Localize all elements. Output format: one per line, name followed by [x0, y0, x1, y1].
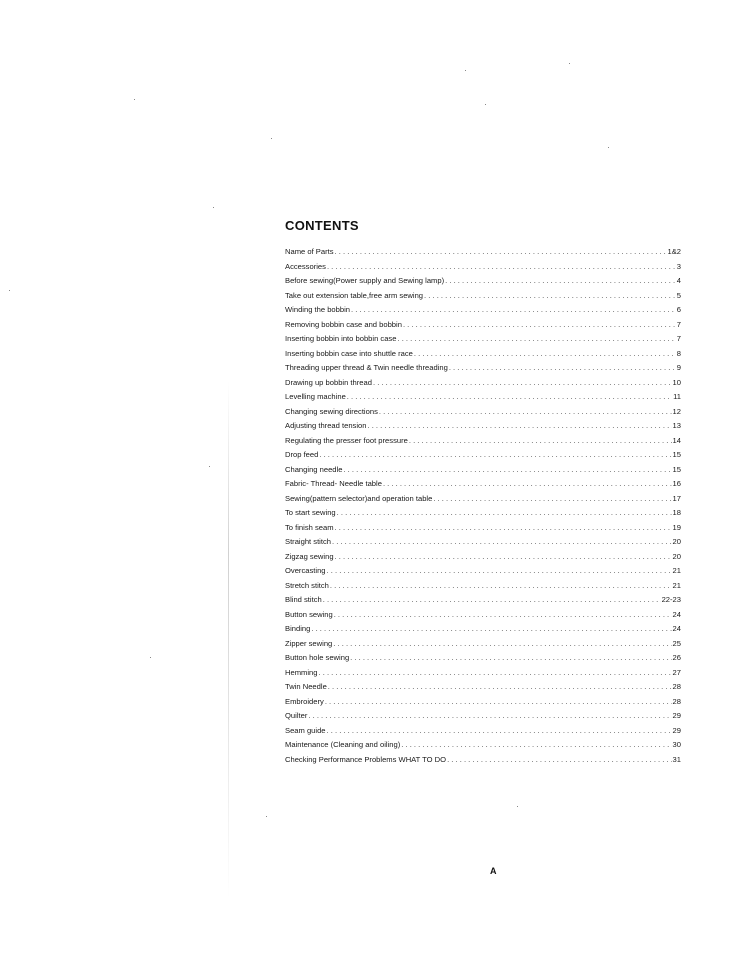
- toc-entry-page: 28: [672, 696, 681, 706]
- toc-entry-page: 20: [672, 551, 681, 561]
- toc-entry: [285, 637, 681, 652]
- toc-entry-page: 12: [672, 406, 681, 416]
- toc-entry-label: To finish seam: [285, 522, 334, 532]
- toc-entry: [285, 390, 681, 405]
- toc-entry-page: 5: [676, 290, 681, 300]
- toc-entry-page: 7: [676, 334, 681, 343]
- toc-entry: [285, 695, 681, 710]
- scan-edge-shadow: [228, 380, 229, 900]
- toc-entry-label: Winding the bobbin: [285, 305, 351, 314]
- toc-leader-dots: [337, 506, 672, 521]
- toc-entry-label: Overcasting: [285, 566, 326, 575]
- toc-entry: [285, 521, 681, 536]
- toc-entry-page: 17: [672, 493, 681, 503]
- toc-leader-dots: [308, 709, 671, 724]
- toc-leader-dots: [327, 260, 676, 275]
- toc-leader-dots: [319, 666, 672, 681]
- toc-entry: [285, 347, 681, 362]
- toc-entry: [285, 434, 681, 449]
- toc-entry: [285, 564, 681, 579]
- toc-entry-label: Quilter: [285, 711, 308, 720]
- toc-entry-page: 7: [676, 319, 681, 329]
- toc-entry-label: Button hole sewing: [285, 653, 350, 662]
- toc-leader-dots: [347, 390, 672, 405]
- toc-leader-dots: [449, 361, 676, 376]
- toc-leader-dots: [401, 738, 671, 753]
- toc-entry: [285, 535, 681, 550]
- toc-entry-label: Twin Needle: [285, 682, 327, 691]
- toc-leader-dots: [433, 492, 671, 507]
- toc-entry-page: 4: [676, 276, 681, 285]
- toc-entry: [285, 622, 681, 637]
- toc-entry: [285, 289, 681, 304]
- toc-leader-dots: [409, 434, 672, 449]
- toc-entry-label: Sewing(pattern selector)and operation table: [285, 493, 433, 503]
- toc-entry-page: 10: [672, 377, 681, 387]
- toc-entry-label: Stretch stitch: [285, 580, 329, 590]
- toc-entry: [285, 492, 681, 507]
- toc-leader-dots: [350, 651, 671, 666]
- toc-entry-label: Binding: [285, 624, 311, 633]
- toc-leader-dots: [332, 535, 672, 550]
- toc-entry-label: Zigzag sewing: [285, 551, 334, 561]
- toc-leader-dots: [379, 405, 672, 420]
- toc-entry-label: Name of Parts: [285, 247, 334, 256]
- toc-entry-page: 13: [672, 421, 681, 430]
- toc-entry-label: Drawing up bobbin thread: [285, 377, 372, 387]
- toc-leader-dots: [367, 419, 671, 434]
- toc-entry-label: Maintenance (Cleaning and oiling): [285, 740, 401, 749]
- toc-entry-label: Zipper sewing: [285, 638, 333, 648]
- toc-leader-dots: [328, 680, 672, 695]
- toc-entry-page: 14: [672, 435, 681, 445]
- toc-entry-label: Drop feed: [285, 450, 319, 459]
- toc-entry-page: 15: [672, 450, 681, 459]
- toc-leader-dots: [383, 477, 672, 492]
- toc-entry-label: Changing sewing directions: [285, 406, 378, 416]
- toc-entry: [285, 318, 681, 333]
- toc-entry-page: 21: [672, 566, 681, 575]
- toc-entry-page: 29: [672, 711, 681, 720]
- toc-entry-label: Embroidery: [285, 696, 324, 706]
- toc-entry: [285, 245, 681, 260]
- toc-entry-label: Accessories: [285, 261, 326, 271]
- toc-entry-page: 9: [676, 363, 681, 372]
- toc-entry-label: Adjusting thread tension: [285, 421, 367, 430]
- toc-entry-page: 15: [672, 464, 681, 474]
- toc-entry: [285, 477, 681, 492]
- toc-entry-label: Straight stitch: [285, 537, 332, 546]
- toc-entry: [285, 579, 681, 594]
- toc-leader-dots: [325, 695, 672, 710]
- table-of-contents: [285, 218, 681, 767]
- toc-entry-page: 24: [672, 609, 681, 619]
- toc-entry-label: Checking Performance Problems WHAT TO DO: [285, 754, 447, 764]
- toc-entry-page: 8: [676, 348, 681, 358]
- toc-leader-dots: [424, 289, 676, 304]
- toc-leader-dots: [311, 622, 671, 637]
- contents-title: CONTENTS: [285, 218, 359, 233]
- toc-entry-page: 24: [672, 624, 681, 633]
- toc-entry: [285, 376, 681, 391]
- toc-entry: [285, 448, 681, 463]
- toc-leader-dots: [335, 521, 672, 536]
- toc-entry-label: Levelling machine: [285, 392, 346, 401]
- toc-entry-label: Take out extension table,free arm sewing: [285, 290, 424, 300]
- toc-entry-page: 25: [672, 638, 681, 648]
- toc-entry-page: 16: [672, 479, 681, 488]
- toc-entry: [285, 651, 681, 666]
- toc-entry-label: Removing bobbin case and bobbin: [285, 319, 402, 329]
- toc-entry-page: 20: [672, 537, 681, 546]
- toc-entry-label: Changing needle: [285, 464, 343, 474]
- toc-leader-dots: [447, 753, 671, 768]
- toc-entry-page: 18: [672, 508, 681, 517]
- toc-leader-dots: [330, 579, 672, 594]
- toc-entry-label: Hemming: [285, 667, 318, 677]
- toc-entry: [285, 361, 681, 376]
- toc-leader-dots: [335, 550, 672, 565]
- toc-entry-page: 3: [676, 261, 681, 271]
- toc-entry: [285, 303, 681, 318]
- toc-entry: [285, 419, 681, 434]
- toc-leader-dots: [334, 608, 672, 623]
- toc-entry-label: Before sewing(Power supply and Sewing lamp): [285, 276, 445, 285]
- toc-entry: [285, 738, 681, 753]
- toc-leader-dots: [397, 332, 675, 347]
- toc-entry-label: Seam guide: [285, 725, 326, 735]
- toc-entry: [285, 550, 681, 565]
- toc-entry-page: 29: [672, 725, 681, 735]
- toc-entry-page: 30: [672, 740, 681, 749]
- toc-leader-dots: [403, 318, 676, 333]
- toc-leader-dots: [323, 593, 661, 608]
- toc-entry: [285, 593, 681, 608]
- toc-entry-page: 22-23: [661, 595, 681, 604]
- toc-leader-dots: [333, 637, 671, 652]
- toc-entry-page: 6: [676, 305, 681, 314]
- toc-list: [285, 245, 681, 767]
- toc-entry: [285, 274, 681, 289]
- toc-entry: [285, 709, 681, 724]
- toc-leader-dots: [445, 274, 676, 289]
- toc-leader-dots: [335, 245, 667, 260]
- toc-entry-page: 28: [672, 682, 681, 691]
- toc-leader-dots: [327, 564, 672, 579]
- toc-leader-dots: [343, 463, 671, 478]
- toc-entry: [285, 260, 681, 275]
- toc-entry-page: 21: [672, 580, 681, 590]
- toc-entry-page: 27: [672, 667, 681, 677]
- toc-entry-label: Button sewing: [285, 609, 333, 619]
- toc-entry-page: 1&2: [667, 247, 681, 256]
- toc-entry-label: Inserting bobbin into bobbin case: [285, 334, 397, 343]
- toc-leader-dots: [414, 347, 676, 362]
- toc-entry: [285, 680, 681, 695]
- toc-entry: [285, 753, 681, 768]
- toc-entry-label: Fabric- Thread- Needle table: [285, 479, 382, 488]
- toc-leader-dots: [373, 376, 672, 391]
- toc-leader-dots: [319, 448, 671, 463]
- toc-leader-dots: [351, 303, 676, 318]
- toc-entry: [285, 666, 681, 681]
- toc-entry-label: Regulating the presser foot pressure: [285, 435, 408, 445]
- toc-entry: [285, 724, 681, 739]
- toc-entry-page: 11: [673, 392, 681, 401]
- toc-leader-dots: [327, 724, 672, 739]
- toc-entry-page: 31: [672, 754, 681, 764]
- toc-entry-page: 26: [672, 653, 681, 662]
- page-letter: A: [490, 866, 497, 876]
- toc-entry-label: Inserting bobbin case into shuttle race: [285, 348, 413, 358]
- toc-entry-page: 19: [672, 522, 681, 532]
- toc-entry: [285, 506, 681, 521]
- toc-entry: [285, 608, 681, 623]
- toc-entry: [285, 463, 681, 478]
- toc-entry-label: Blind stitch: [285, 595, 322, 604]
- toc-entry: [285, 405, 681, 420]
- toc-entry-label: To start sewing: [285, 508, 336, 517]
- toc-entry-label: Threading upper thread & Twin needle threading: [285, 363, 448, 372]
- toc-entry: [285, 332, 681, 347]
